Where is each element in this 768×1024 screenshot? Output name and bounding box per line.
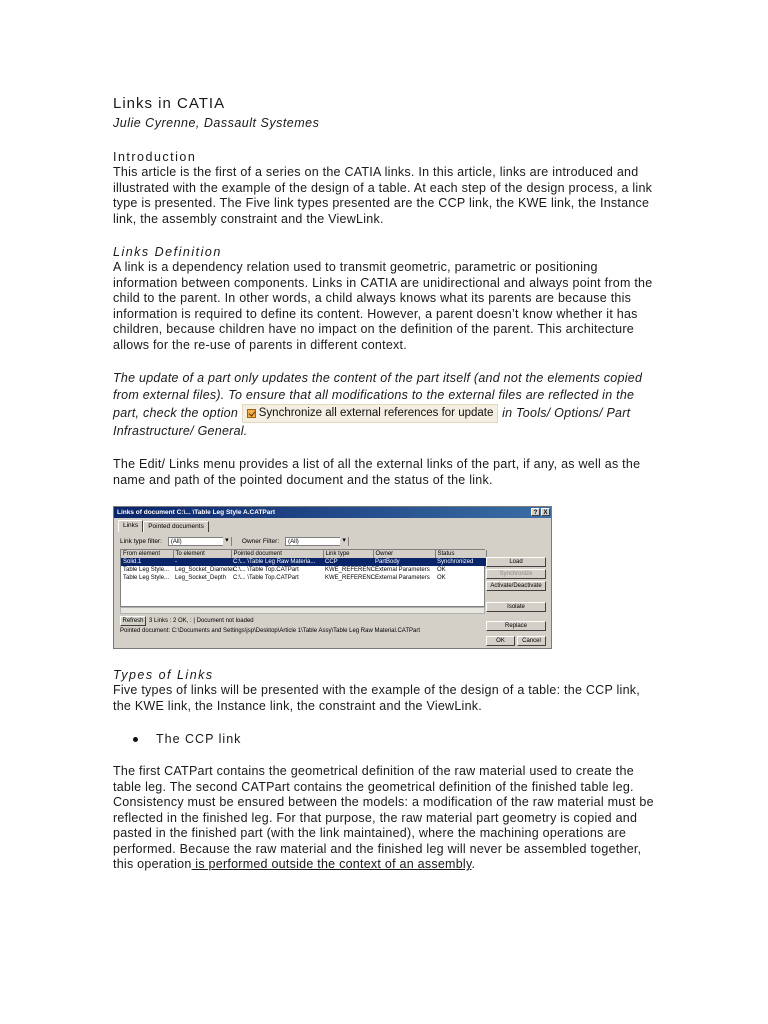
table-cell: PartBody (373, 558, 435, 566)
cancel-button[interactable]: Cancel (517, 636, 546, 646)
sync-option-label: Synchronize all external references for update (258, 407, 494, 419)
types-paragraph: Five types of links will be presented with the example of the design of a table: the CCP link, the KWE link, the Instance link, the constraint and the ViewLink. (113, 683, 641, 713)
table-cell: Table Leg Style... (123, 575, 170, 581)
checkbox-checked-icon (247, 409, 256, 418)
table-cell: C:\... \Table Top.CATPart (233, 575, 299, 581)
owner-filter-label: Owner Filter: (241, 538, 280, 545)
table-cell: CCP (323, 558, 373, 566)
table-cell: C:\... \Table Top.CATPart (233, 567, 299, 573)
definition-heading: Links Definition (113, 245, 222, 259)
bullet-ccp-label: The CCP link (156, 732, 242, 746)
ccp-text-end: . (471, 857, 476, 871)
links-dialog (113, 506, 552, 649)
table-row[interactable] (121, 574, 486, 582)
table-cell: OK (437, 575, 446, 581)
ccp-underlined-text: is performed outside the context of an assembly (191, 857, 472, 871)
ok-button[interactable]: OK (486, 636, 515, 646)
column-header[interactable]: Link type (323, 550, 373, 558)
table-row[interactable] (121, 566, 486, 574)
sync-option-chip (242, 404, 499, 423)
tab-links[interactable]: Links (118, 520, 143, 532)
column-header[interactable]: From element (121, 550, 173, 558)
table-cell: OK (437, 567, 446, 573)
table-cell: KWE_REFERENCE (325, 575, 380, 581)
owner-filter-select[interactable]: (All) ▾ (285, 537, 349, 546)
bullet-icon (133, 737, 138, 742)
update-text-1: The update of a part only updates the content of the part itself (and not the elements copied from external files). To ensure that all modifications to the external files are reflected in the part, check the option (113, 371, 643, 420)
intro-paragraph: This article is the first of a series on the CATIA links. In this article, links are introduced and illustrated with the example of the design of a table. At each step of the design process, a link type is presented. The Five link types presented are the CCP link, the KWE link, the Instance link, the assembly constraint and the ViewLink. (113, 165, 653, 226)
horizontal-scrollbar[interactable] (120, 607, 485, 614)
bullet-ccp (113, 731, 658, 747)
action-buttons (486, 557, 546, 591)
dialog-title: Links of document C:\... \Table Leg Style A.CATPart (117, 509, 276, 516)
table-cell: - (173, 558, 231, 566)
links-table (120, 549, 485, 607)
document-page (113, 94, 658, 488)
activate-deactivate-button[interactable]: Activate/Deactivate (486, 581, 546, 591)
tab-pointed-documents[interactable]: Pointed documents (143, 521, 209, 532)
definition-paragraph: A link is a dependency relation used to transmit geometric, parametric or positioning information between components. Links in CATIA are unidirectional and always point from the child to the parent. In other words, a child always knows what its parents are because this information is required to define its content. However, a parent doesn’t know whether it has children, because children have no impact on the definition of the parent. This architecture allows for the re-use of parents in different context. (113, 260, 653, 352)
column-header[interactable]: Pointed document (231, 550, 323, 558)
table-cell: External Parameters (375, 567, 430, 573)
replace-button[interactable]: Replace (486, 621, 546, 631)
ok-cancel-group (486, 636, 546, 646)
isolate-button[interactable]: Isolate (486, 602, 546, 612)
table-cell: Leg_Socket_Depth (175, 575, 227, 581)
synchronize-button[interactable]: Synchronize (486, 569, 546, 579)
table-cell: Leg_Socket_Diameter (175, 567, 235, 573)
table-cell: C:\... \Table Leg Raw Materia... (231, 558, 323, 566)
link-type-filter-select[interactable]: (All) ▾ (168, 537, 232, 546)
page-title: Links in CATIA (113, 95, 226, 112)
document-page-lower (113, 667, 658, 873)
link-type-filter-label: Link type filter: (120, 538, 162, 545)
ccp-paragraph (113, 764, 658, 873)
status-line (120, 616, 254, 626)
table-cell: Table Leg Style... (123, 567, 170, 573)
links-status-text: 3 Links : 2 OK, : | Document not loaded (149, 618, 254, 624)
dialog-tabs (118, 521, 209, 533)
author-line: Julie Cyrenne, Dassault Systemes (113, 116, 320, 130)
load-button[interactable]: Load (486, 557, 546, 567)
table-cell: Solid.1 (121, 558, 173, 566)
refresh-button[interactable]: Refresh (120, 616, 146, 626)
filter-row (120, 537, 349, 546)
pointed-document-path: Pointed document: C:\Documents and Settings\jsp\Desktop\Article 1\Table Assy\Table Leg Raw Material.CATPart (120, 628, 421, 634)
update-paragraph (113, 370, 658, 440)
column-header[interactable]: To element (173, 550, 231, 558)
table-cell: External Parameters (375, 575, 430, 581)
table-cell: KWE_REFERENCE (325, 567, 380, 573)
help-button[interactable]: ? (531, 508, 540, 516)
table-row[interactable] (121, 558, 486, 566)
types-heading: Types of Links (113, 668, 214, 682)
table-header-row (121, 550, 486, 558)
update-text-2: in Tools/ Options/ Part Infrastructure/ General. (113, 405, 631, 438)
close-button[interactable]: X (541, 508, 550, 516)
edit-links-paragraph: The Edit/ Links menu provides a list of all the external links of the part, if any, as well as the name and path of the pointed document and the status of the link. (113, 457, 641, 487)
dialog-titlebar (114, 507, 551, 518)
column-header[interactable]: Status (435, 550, 486, 558)
ccp-text: The first CATPart contains the geometrical definition of the raw material used to create the table leg. The second CATPart contains the geometrical definition of the finished table leg. Consistency must be ensured between the models: a modification of the raw material must be reflected in the finished leg. For that purpose, the raw material part geometry is copied and pasted in the finished part (with the link maintained), where the machining operations are performed. Because the raw material and the finished leg will never be assembled together, this operation (113, 764, 654, 871)
table-cell: Synchronized (435, 558, 486, 566)
intro-heading: Introduction (113, 150, 197, 164)
column-header[interactable]: Owner (373, 550, 435, 558)
